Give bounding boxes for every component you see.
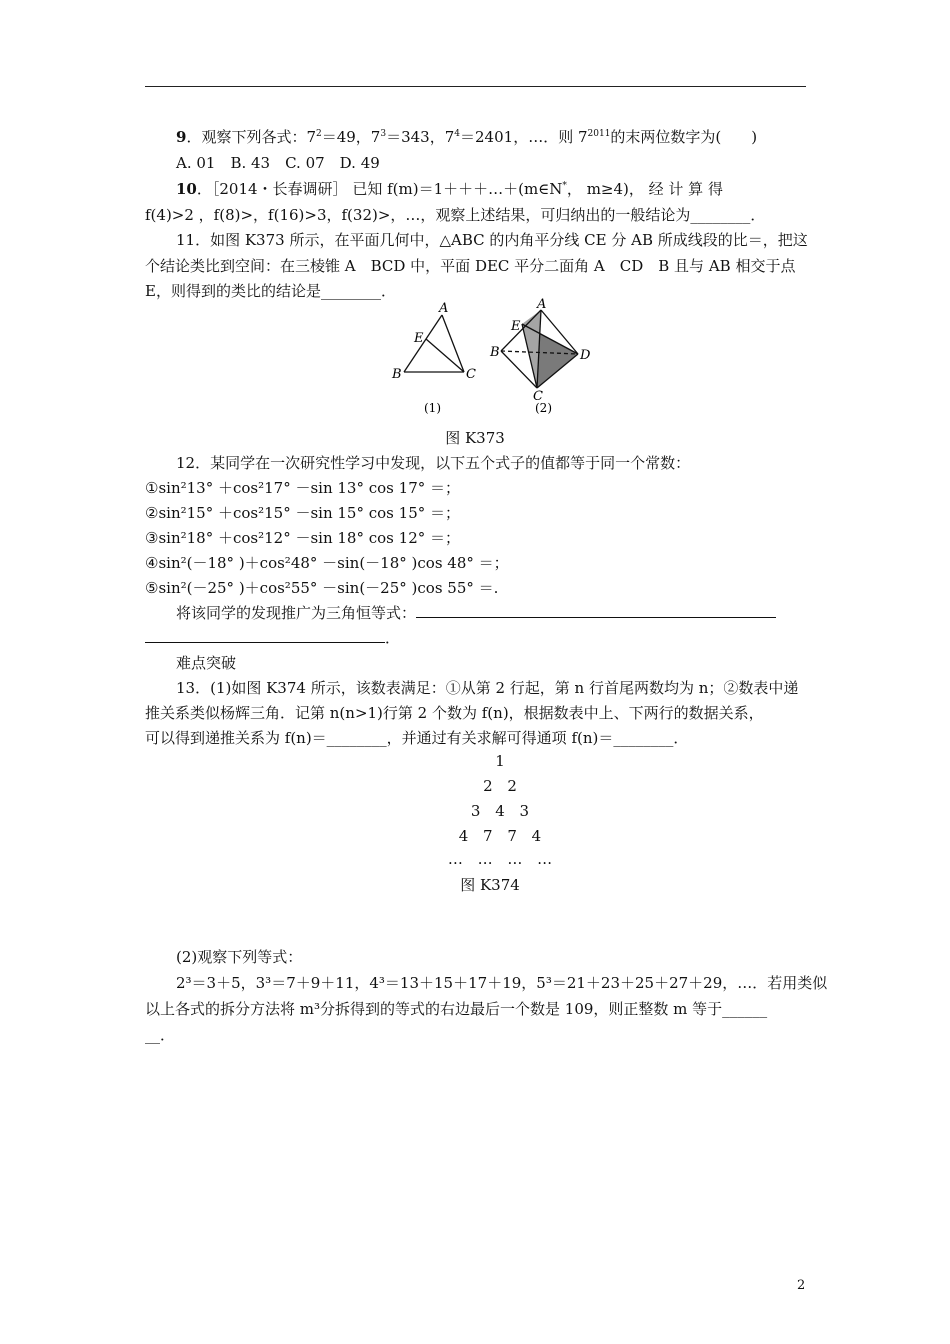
q9-options: A. 01 B. 43 C. 07 D. 49 — [176, 154, 380, 172]
fig2-label-a: A — [537, 297, 547, 312]
q9-text-b: ＝49，7 — [321, 128, 381, 146]
q11-line2: 个结论类比到空间：在三棱锥 A BCD 中，平面 DEC 平分二面角 A CD B 且与 AB 相交于点 — [145, 257, 796, 275]
q10-text-b: ， m≥4)， 经 计 算 得 — [566, 180, 723, 198]
q12-intro: 12．某同学在一次研究性学习中发现，以下五个式子的值都等于同一个常数： — [176, 454, 691, 472]
q10-sup-star: * — [562, 181, 567, 191]
fig2-label-e: E — [511, 319, 521, 334]
fig1-subcaption: (1) — [424, 401, 441, 415]
q12-generalize — [176, 602, 776, 624]
q9-sup-2: 2 — [315, 129, 322, 139]
q11-line3: E，则得到的类比的结论是________． — [145, 282, 396, 300]
q9-line1 — [176, 126, 757, 148]
number-table-row-2: 2 2 — [483, 777, 517, 795]
q9-text-a: ．观察下列各式：7 — [186, 128, 316, 146]
figure-k374-caption: 图 K374 — [460, 876, 520, 894]
fig1-label-c: C — [466, 367, 476, 382]
q12-item-1: ①sin²13° ＋cos²17° －sin 13° cos 17° ＝； — [145, 479, 461, 497]
q9-sup-4: 4 — [454, 129, 461, 139]
page-number: 2 — [797, 1278, 806, 1293]
figure-k373-caption: 图 K373 — [445, 429, 505, 447]
q12-generalize-text: 将该同学的发现推广为三角恒等式： — [176, 604, 417, 622]
q12-blank-end — [145, 627, 400, 649]
q13-part2-line2: 以上各式的拆分方法将 m³分拆得到的等式的右边最后一个数是 109，则正整数 m 等于______ — [145, 1000, 768, 1018]
q13-line2: 推关系类似杨辉三角．记第 n(n>1)行第 2 个数为 f(n)，根据数表中上、下两行的数据关系， — [145, 704, 764, 722]
number-table-row-5: … … … … — [447, 850, 553, 868]
header-rule — [145, 86, 806, 87]
q13-part2-line3: __． — [145, 1026, 176, 1044]
number-table-row-1: 1 — [495, 752, 505, 770]
q13-part2-intro: (2)观察下列等式： — [176, 948, 303, 966]
q11-line1: 11．如图 K373 所示，在平面几何中，△ABC 的内角平分线 CE 分 AB 所成线段的比＝，把这 — [176, 231, 808, 249]
number-table-row-4: 4 7 7 4 — [458, 827, 542, 845]
q9-number: 9 — [176, 128, 187, 146]
q9-text-d: ＝2401，…．则 7 — [460, 128, 588, 146]
q13-line1: 13．(1)如图 K374 所示，该数表满足：①从第 2 行起，第 n 行首尾两数均为 n；②数表中递 — [176, 679, 799, 697]
fig1-label-e: E — [414, 331, 424, 346]
q13-line3: 可以得到递推关系为 f(n)＝________，并通过有关求解可得通项 f(n)＝________． — [145, 729, 689, 747]
q12-answer-blank-2 — [145, 628, 385, 643]
q10-text-a: ．［2014・长春调研］ 已知 f(m)＝1＋＋＋…＋(m∈N — [196, 180, 563, 198]
q9-text-c: ＝343，7 — [386, 128, 455, 146]
q13-part2-line1: 2³＝3＋5，3³＝7＋9＋11，4³＝13＋15＋17＋19，5³＝21＋23＋25＋27＋29，…．若用类似 — [176, 974, 828, 992]
q9-sup-3: 3 — [380, 129, 387, 139]
fig2-subcaption: (2) — [535, 401, 552, 415]
number-table-row-3: 3 4 3 — [470, 802, 530, 820]
q12-item-2: ②sin²15° ＋cos²15° －sin 15° cos 15° ＝； — [145, 504, 461, 522]
q12-item-5: ⑤sin²(－25° )＋cos²55° －sin(－25° )cos 55° ＝. — [145, 579, 499, 597]
q12-answer-blank — [416, 603, 776, 618]
q12-end-mark: ． — [385, 629, 401, 647]
q12-item-3: ③sin²18° ＋cos²12° －sin 18° cos 12° ＝； — [145, 529, 461, 547]
figure-k373 — [380, 296, 620, 420]
q9-text-e: 的末两位数字为( ) — [610, 128, 758, 146]
q10-line2: f(4)>2 ，f(8)>，f(16)>3，f(32)>，…，观察上述结果，可归纳出的一般结论为________． — [145, 206, 766, 224]
fig2-label-b: B — [490, 345, 500, 360]
section-heading: 难点突破 — [176, 654, 237, 672]
triangle-figure-1 — [404, 315, 464, 372]
fig2-label-d: D — [580, 348, 591, 363]
fig2-label-c: C — [533, 389, 543, 404]
q12-item-4: ④sin²(－18° )＋cos²48° －sin(－18° )cos 48° ＝； — [145, 554, 509, 572]
q10-line1 — [176, 178, 723, 200]
fig1-label-a: A — [439, 301, 449, 316]
q9-sup-2011: 2011 — [587, 129, 611, 139]
q10-number: 10 — [176, 180, 197, 198]
fig1-label-b: B — [392, 367, 402, 382]
